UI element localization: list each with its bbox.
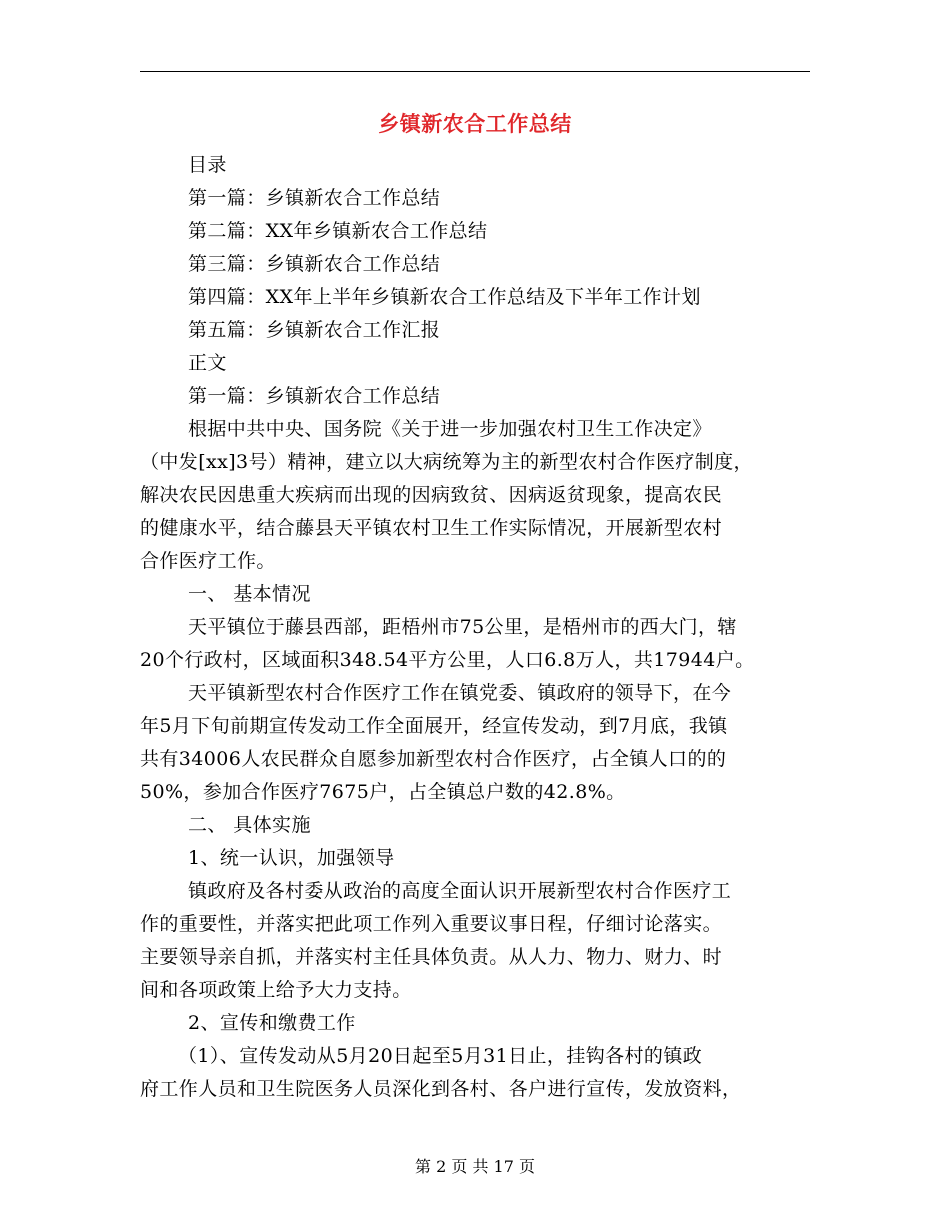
section-heading: 二、 具体实施 [188,814,311,836]
paragraph-line: 根据中共中央、国务院《关于进一步加强农村卫生工作决定》 [188,418,712,440]
document-title: 乡镇新农合工作总结 [378,112,572,136]
paragraph-line: 主要领导亲自抓，并落实村主任具体负责。从人力、物力、财力、时 [140,946,723,968]
paragraph-line: 解决农民因患重大疾病而出现的因病致贫、因病返贫现象，提高农民 [140,484,723,506]
subsection-heading: 1、统一认识，加强领导 [188,847,395,869]
section-heading: 一、 基本情况 [188,583,311,605]
paragraph-line: 共有34006人农民群众自愿参加新型农村合作医疗，占全镇人口的的 [140,748,727,770]
header-rule [140,71,810,72]
paragraph-line: 合作医疗工作。 [140,550,276,572]
toc-item-2: 第二篇：XX年乡镇新农合工作总结 [188,220,488,242]
paragraph-line: 作的重要性，并落实把此项工作列入重要议事日程，仔细讨论落实。 [140,913,723,935]
toc-item-3: 第三篇：乡镇新农合工作总结 [188,253,441,275]
subsection-heading: 2、宣传和缴费工作 [188,1012,356,1034]
toc-item-5: 第五篇：乡镇新农合工作汇报 [188,319,441,341]
paragraph-line: 50%，参加合作医疗7675户，占全镇总户数的42.8%。 [140,781,626,803]
paragraph-line: 间和各项政策上给予大力支持。 [140,979,412,1001]
paragraph-line: 20个行政村，区域面积348.54平方公里，人口6.8万人，共17944户。 [140,649,755,671]
chapter-title: 第一篇：乡镇新农合工作总结 [188,385,441,407]
paragraph-line: 府工作人员和卫生院医务人员深化到各村、各户进行宣传，发放资料， [140,1078,742,1100]
toc-item-4: 第四篇：XX年上半年乡镇新农合工作总结及下半年工作计划 [188,286,701,308]
toc-item-1: 第一篇：乡镇新农合工作总结 [188,187,441,209]
body-heading: 正文 [188,352,227,374]
page-number-footer: 第 2 页 共 17 页 [415,1157,535,1176]
paragraph-line: （1）、宣传发动从5月20日起至5月31日止，挂钩各村的镇政 [178,1045,703,1067]
toc-heading: 目录 [188,154,227,176]
paragraph-line: 年5月下旬前期宣传发动工作全面展开，经宣传发动，到7月底，我镇 [140,715,728,737]
paragraph-line: 镇政府及各村委从政治的高度全面认识开展新型农村合作医疗工 [188,880,732,902]
paragraph-line: 的健康水平，结合藤县天平镇农村卫生工作实际情况，开展新型农村 [140,517,723,539]
paragraph-line: 天平镇位于藤县西部，距梧州市75公里，是梧州市的西大门，辖 [188,616,737,638]
paragraph-line: 天平镇新型农村合作医疗工作在镇党委、镇政府的领导下，在今 [188,682,732,704]
paragraph-line: （中发[xx]3号）精神，建立以大病统筹为主的新型农村合作医疗制度， [140,451,753,473]
